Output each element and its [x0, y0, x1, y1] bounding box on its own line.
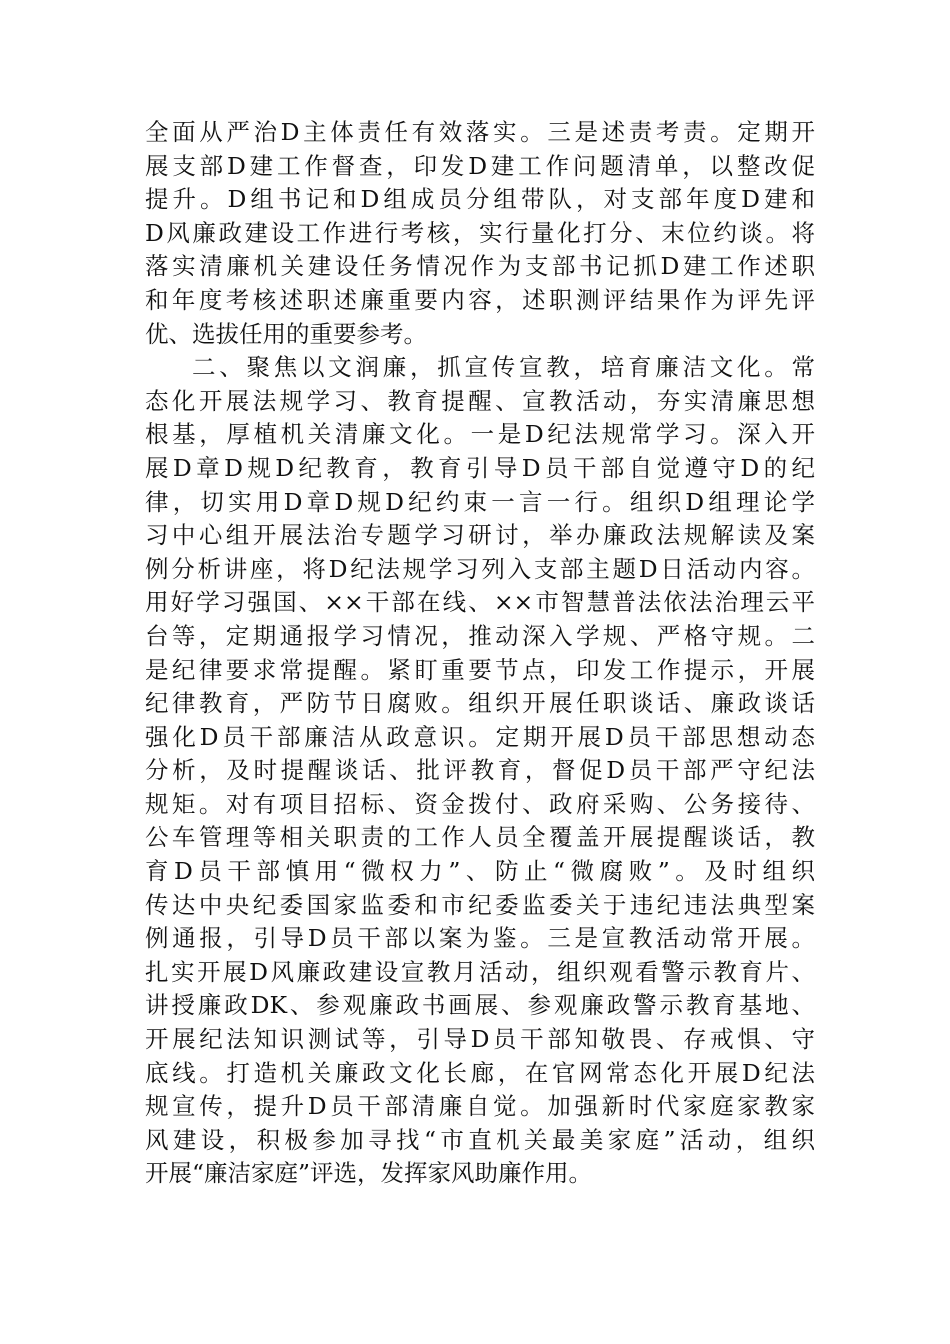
text-line: 用好学习强国、××干部在线、××市智慧普法依法治理云平	[145, 588, 815, 617]
text-line: 育D员干部慎用“微权力”、防止“微腐败”。及时组织	[145, 857, 815, 886]
text-line: 优、选拔任用的重要参考。	[145, 319, 427, 348]
text-line: D风廉政建设工作进行考核，实行量化打分、末位约谈。将	[145, 218, 815, 247]
text-line: 和年度考核述职述廉重要内容，述职测评结果作为评先评	[145, 285, 815, 314]
text-line: 例分析讲座，将D纪法规学习列入支部主题D日活动内容。	[145, 554, 815, 583]
text-line: 提升。D组书记和D组成员分组带队，对支部年度D建和	[145, 185, 815, 214]
text-line: 展支部D建工作督查，印发D建工作问题清单，以整改促	[145, 151, 815, 180]
text-line: 强化D员干部廉洁从政意识。定期开展D员干部思想动态	[145, 722, 815, 751]
text-line: 开展“廉洁家庭”评选，发挥家风助廉作用。	[145, 1159, 593, 1188]
body-text	[145, 116, 815, 1191]
text-line: 规宣传，提升D员干部清廉自觉。加强新时代家庭家教家	[145, 1092, 815, 1121]
text-line: 开展纪法知识测试等，引导D员干部知敬畏、存戒惧、守	[145, 1025, 815, 1054]
section-heading-line: 二、聚焦以文润廉，抓宣传宣教，培育廉洁文化。常	[192, 353, 815, 382]
text-line: 底线。打造机关廉政文化长廊，在官网常态化开展D纪法	[145, 1058, 815, 1087]
text-line: 例通报，引导D员干部以案为鉴。三是宣教活动常开展。	[145, 924, 815, 953]
text-line: 律，切实用D章D规D纪约束一言一行。组织D组理论学	[145, 487, 815, 516]
text-line: 习中心组开展法治专题学习研讨，举办廉政法规解读及案	[145, 521, 815, 550]
text-line: 展D章D规D纪教育，教育引导D员干部自觉遵守D的纪	[145, 453, 815, 482]
text-line: 分析，及时提醒谈话、批评教育，督促D员干部严守纪法	[145, 756, 815, 785]
text-line: 纪律教育，严防节日腐败。组织开展任职谈话、廉政谈话	[145, 689, 815, 718]
text-line: 公车管理等相关职责的工作人员全覆盖开展提醒谈话，教	[145, 823, 815, 852]
text-line: 根基，厚植机关清廉文化。一是D纪法规常学习。深入开	[145, 420, 815, 449]
text-line: 传达中央纪委国家监委和市纪委监委关于违纪违法典型案	[145, 890, 815, 919]
text-line: 台等，定期通报学习情况，推动深入学规、严格守规。二	[145, 621, 815, 650]
text-line: 讲授廉政DK、参观廉政书画展、参观廉政警示教育基地、	[145, 991, 815, 1020]
text-line: 态化开展法规学习、教育提醒、宣教活动，夯实清廉思想	[145, 386, 815, 415]
text-line: 落实清廉机关建设任务情况作为支部书记抓D建工作述职	[145, 252, 815, 281]
text-line: 风建设，积极参加寻找“市直机关最美家庭”活动，组织	[145, 1125, 815, 1154]
text-line: 规矩。对有项目招标、资金拨付、政府采购、公务接待、	[145, 789, 815, 818]
text-line: 全面从严治D主体责任有效落实。三是述责考责。定期开	[145, 118, 815, 146]
text-line: 是纪律要求常提醒。紧盯重要节点，印发工作提示，开展	[145, 655, 815, 684]
text-line: 扎实开展D风廉政建设宣教月活动，组织观看警示教育片、	[145, 957, 815, 986]
